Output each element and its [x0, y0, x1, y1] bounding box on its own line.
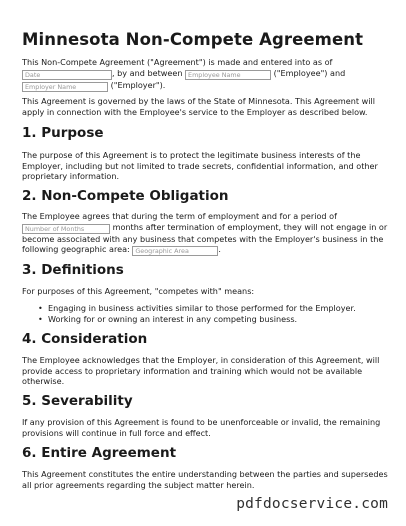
employee-name-field[interactable]: Employee Name [185, 70, 271, 80]
employer-name-field[interactable]: Employer Name [22, 82, 108, 92]
list-item: • Working for or owning an interest in any competing business. [38, 314, 390, 325]
section-heading-obligation: 2. Non-Compete Obligation [22, 188, 229, 204]
section-heading-definitions: 3. Definitions [22, 262, 124, 278]
definitions-intro: For purposes of this Agreement, "competes with" means: [22, 286, 255, 296]
document-title: Minnesota Non-Compete Agreement [22, 30, 364, 49]
number-of-months-field[interactable]: Number of Months [22, 224, 110, 234]
obligation-paragraph: The Employee agrees that during the term of employment and for a period of Number of Months months after termination of employment, they will not engage in or become associated with any business that competes with the Employer's business in the following geographic area: Geographic Area . [22, 211, 388, 256]
date-field[interactable]: Date [22, 70, 112, 80]
section-heading-entire-agreement: 6. Entire Agreement [22, 445, 177, 461]
section-heading-severability: 5. Severability [22, 393, 133, 409]
list-item: • Engaging in business activities similar to those performed for the Employer. [38, 303, 390, 314]
definitions-list [38, 303, 390, 324]
intro-text-3: ("Employee") and [273, 67, 346, 78]
severability-paragraph: If any provision of this Agreement is found to be unenforceable or invalid, the remaining provisions will continue in full force and effect. [22, 417, 381, 438]
purpose-paragraph: The purpose of this Agreement is to protect the legitimate business interests of the Employer, including but not limited to trade secrets, confidential information, and other proprietary information. [22, 150, 378, 182]
consideration-paragraph: The Employee acknowledges that the Employer, in consideration of this Agreement, will provide access to proprietary information and training which would not be available otherwise. [22, 355, 380, 387]
geographic-area-field[interactable]: Geographic Area [132, 246, 218, 256]
intro-paragraph [22, 57, 390, 92]
watermark: pdfdocservice.com [236, 496, 388, 512]
governing-law-paragraph: This Agreement is governed by the laws of the State of Minnesota. This Agreement will apply in connection with the Employee's service to the Employer as described below. [22, 96, 376, 117]
section-heading-purpose: 1. Purpose [22, 125, 104, 141]
intro-text-2: , by and between [112, 67, 183, 78]
section-heading-consideration: 4. Consideration [22, 331, 148, 347]
intro-text-4: ("Employer"). [110, 79, 166, 90]
intro-text-1: This Non-Compete Agreement ("Agreement") is made and entered into as of [22, 57, 333, 67]
entire-agreement-paragraph: This Agreement constitutes the entire understanding between the parties and supersedes all prior agreements regarding the subject matter herein. [22, 469, 388, 490]
